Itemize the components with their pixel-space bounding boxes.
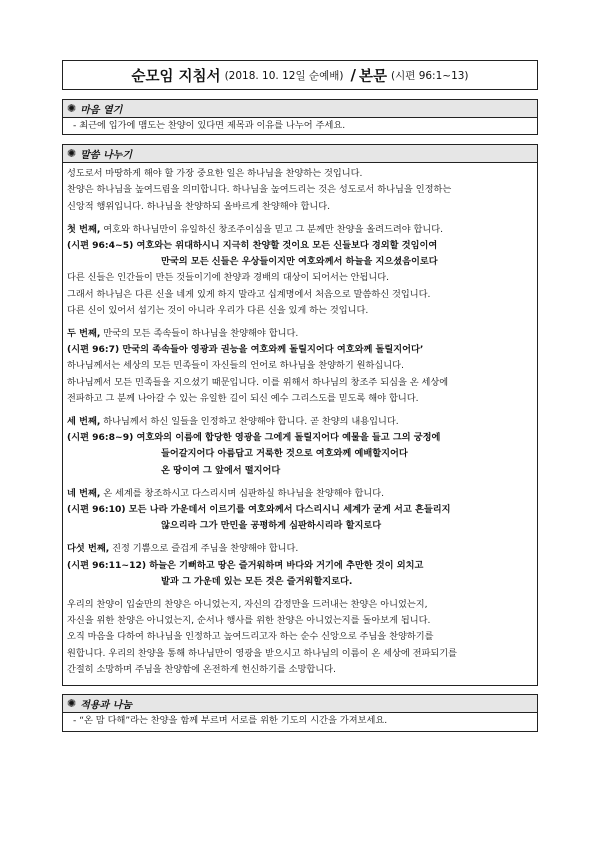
title-slash: / (350, 66, 356, 84)
opening-text: - 최근에 입가에 맴도는 찬양이 있다면 제목과 이유를 나누어 주세요. (73, 120, 346, 131)
word-section (62, 144, 538, 686)
word-body (63, 166, 537, 678)
intro-line: 찬양은 하나님을 높여드림을 의미합니다. 하나님을 높여드리는 것은 성도로서 하나님을 인정하는 (67, 184, 452, 196)
page-title: 순모임 지침서 (131, 68, 221, 85)
point-body: 하나님께서 모든 민족들을 지으셨기 때문입니다. 이를 위해서 하나님의 창조주 되심을 온 세상에 (67, 376, 449, 388)
sun-icon: ✺ (67, 147, 77, 161)
verse-line: 만국의 모든 신들은 우상들이지만 여호와께서 하늘을 지으셨음이로다 (161, 256, 438, 268)
point-body: 그래서 하나님은 다른 신을 네게 있게 하지 말라고 십계명에서 처음으로 말씀하신 것입니다. (67, 288, 431, 300)
document-page (62, 60, 538, 732)
word-heading: ✺ 말씀 나누기 (63, 145, 537, 163)
closing-line: 우리의 찬양이 입술만의 찬양은 아니었는지, 자신의 감정만을 드러내는 찬양은 아니었는지, (67, 599, 428, 611)
point-lead: 네 번째, 온 세계를 창조하시고 다스리시며 심판하실 하나님을 찬양해야 합니다. (67, 487, 384, 499)
apply-text: - “온 맘 다해”라는 찬양을 함께 부르며 서로를 위한 기도의 시간을 가져보세요. (73, 715, 388, 727)
point-lead: 세 번째, 하나님께서 하신 일들을 인정하고 찬양해야 합니다. 곧 찬양의 내용입니다. (67, 416, 399, 428)
title-box (62, 60, 538, 90)
opening-heading: ✺ 마음 열기 (63, 100, 537, 118)
verse-line: 않으리라 그가 만민을 공평하게 심판하시리라 할지로다 (161, 520, 382, 532)
verse-line: (시편 96:4~5) 여호와는 위대하시니 지극히 찬양할 것이요 모든 신들보다 경외할 것임이여 (67, 240, 438, 252)
verse-line: 밭과 그 가운데 있는 모든 것은 즐거워할지로다. (161, 575, 353, 587)
title-date: (2018. 10. 12일 순예배) (224, 69, 344, 82)
point-body: 하나님께서는 세상의 모든 민족들이 자신들의 언어로 하나님을 찬양하기 원하십니다. (67, 360, 404, 372)
closing-line: 간절히 소망하며 주님을 찬양함에 온전하게 헌신하기를 소망합니다. (67, 663, 336, 675)
title-scripture-ref: (시편 96:1~13) (390, 69, 469, 82)
intro-line: 신앙적 행위입니다. 하나님을 찬양하되 올바르게 찬양해야 합니다. (67, 200, 330, 212)
title-sub: 본문 (358, 68, 387, 85)
point-body: 전파하고 그 분께 나아갈 수 있는 유일한 길이 되신 예수 그리스도를 믿도록 해야 합니다. (67, 392, 419, 404)
verse-line: (시편 96:8~9) 여호와의 이름에 합당한 영광을 그에게 돌릴지어다 예물을 들고 그의 궁정에 (67, 432, 441, 444)
closing-line: 자신을 위한 찬양은 아니었는지, 순서나 행사를 위한 찬양은 아니었는지를 돌아보게 됩니다. (67, 615, 431, 627)
verse-line: (시편 96:10) 모든 나라 가운데서 이르기를 여호와께서 다스리시니 세계가 굳게 서고 흔들리지 (67, 504, 451, 516)
intro-line: 성도로서 마땅하게 해야 할 가장 중요한 일은 하나님을 찬양하는 것입니다. (67, 168, 363, 180)
point-lead: 첫 번째, 여호와 하나님만이 유일하신 창조주이심을 믿고 그 분께만 찬양을 올려드려야 합니다. (67, 223, 444, 235)
sun-icon: ✺ (67, 102, 77, 115)
apply-heading: ✺ 적용과 나눔 (63, 695, 537, 713)
verse-line: 온 땅이여 그 앞에서 떨지어다 (161, 464, 281, 476)
verse-line: 들어갈지어다 아름답고 거룩한 것으로 여호와께 예배할지어다 (161, 448, 408, 460)
point-body: 다른 신이 있어서 섬기는 것이 아니라 우리가 다른 신을 있게 하는 것입니다. (67, 304, 369, 316)
point-lead: 다섯 번째, 진정 기쁨으로 즐겁게 주님을 찬양해야 합니다. (67, 543, 299, 555)
verse-line: (시편 96:7) 만국의 족속들아 영광과 권능을 여호와께 돌릴지어다 여호와께 돌릴지어다’ (67, 344, 424, 356)
closing-line: 원합니다. 우리의 찬양을 통해 하나님만이 영광을 받으시고 하나님의 이름이 온 세상에 전파되기를 (67, 647, 458, 659)
point-lead: 두 번째, 만국의 모든 족속들이 하나님을 찬양해야 합니다. (67, 328, 299, 340)
verse-line: (시편 96:11~12) 하늘은 기뻐하고 땅은 즐거워하며 바다와 거기에 추만한 것이 외치고 (67, 559, 424, 571)
sun-icon: ✺ (67, 697, 77, 711)
opening-section (62, 99, 538, 135)
point-body: 다른 신들은 인간들이 만든 것들이기에 찬양과 경배의 대상이 되어서는 안됩니다. (67, 272, 390, 284)
apply-section (62, 694, 538, 732)
closing-line: 오직 마음을 다하여 하나님을 인정하고 높여드리고자 하는 순수 신앙으로 주님을 찬양하기를 (67, 631, 434, 643)
